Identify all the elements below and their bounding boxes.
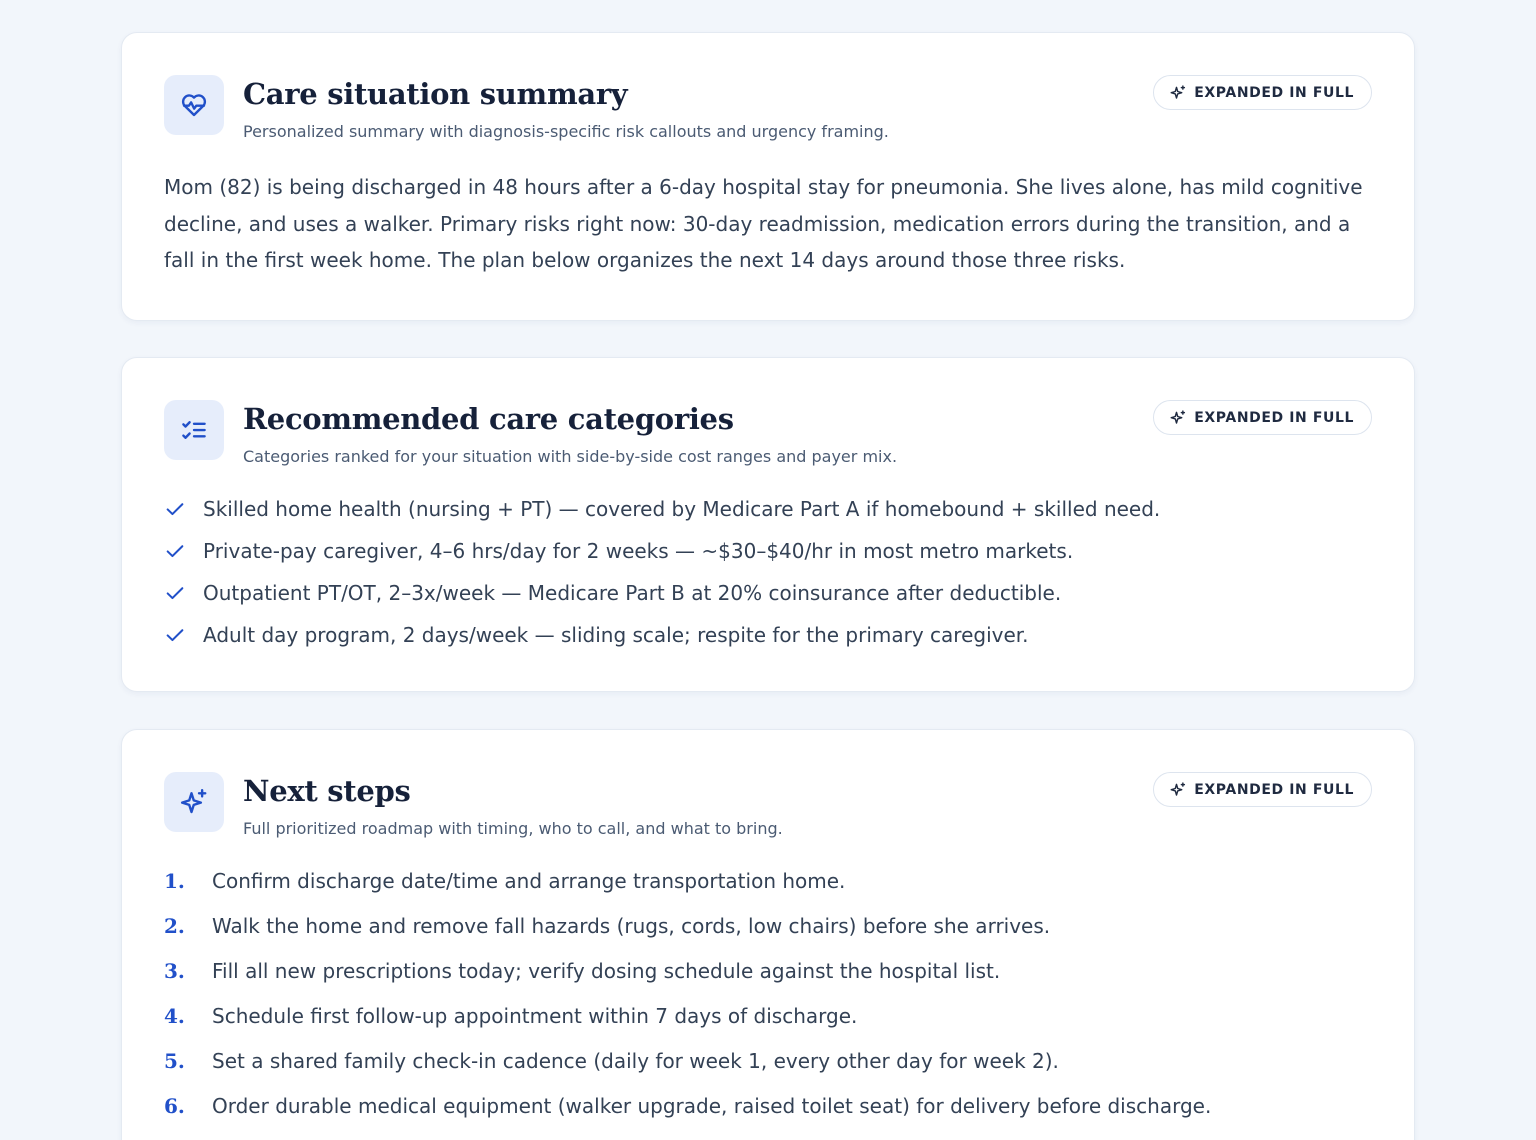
- card-subtitle: Personalized summary with diagnosis-specific risk callouts and urgency framing.: [243, 122, 889, 141]
- step-number: 4.: [164, 1003, 185, 1028]
- step-number: 2.: [164, 913, 185, 938]
- step-text: Set a shared family check-in cadence (daily for week 1, every other day for week 2).: [212, 1048, 1059, 1073]
- next-steps-list: [164, 858, 1211, 1128]
- list-item: [164, 530, 1160, 572]
- category-text: Private-pay caregiver, 4–6 hrs/day for 2 weeks — ~$30–$40/hr in most metro markets.: [203, 539, 1074, 563]
- step-number: 3.: [164, 958, 185, 983]
- step-number: 1.: [164, 868, 185, 893]
- list-item: [164, 858, 1211, 903]
- care-categories-card: [121, 357, 1415, 692]
- list-item: [164, 903, 1211, 948]
- expanded-badge: [1153, 772, 1372, 807]
- sparkles-icon: [164, 772, 224, 832]
- check-icon: [164, 498, 186, 520]
- badge-label: EXPANDED IN FULL: [1194, 84, 1354, 101]
- check-icon: [164, 540, 186, 562]
- list-item: [164, 948, 1211, 993]
- category-text: Skilled home health (nursing + PT) — covered by Medicare Part A if homebound + skilled need.: [203, 497, 1161, 521]
- step-text: Schedule first follow-up appointment within 7 days of discharge.: [212, 1003, 858, 1028]
- card-title: Recommended care categories: [243, 402, 734, 436]
- care-category-list: [164, 488, 1160, 656]
- list-item: [164, 572, 1160, 614]
- list-item: [164, 1083, 1211, 1128]
- step-text: Confirm discharge date/time and arrange transportation home.: [212, 868, 846, 893]
- sparkle-icon: [1169, 409, 1187, 427]
- next-steps-card: [121, 729, 1415, 1140]
- step-text: Order durable medical equipment (walker upgrade, raised toilet seat) for delivery before discharge.: [212, 1093, 1212, 1118]
- summary-body: Mom (82) is being discharged in 48 hours after a 6-day hospital stay for pneumonia. She lives alone, has mild cognitive decline, and uses a walker. Primary risks right now: 30-day readmission, medication errors during the transition, and a fall in the first week home. The plan below organizes the next 14 days around those three risks.: [164, 175, 1363, 272]
- list-item: [164, 488, 1160, 530]
- check-icon: [164, 624, 186, 646]
- care-summary-card: [121, 32, 1415, 321]
- list-item: [164, 614, 1160, 656]
- step-text: Fill all new prescriptions today; verify dosing schedule against the hospital list.: [212, 958, 1001, 983]
- badge-label: EXPANDED IN FULL: [1194, 409, 1354, 426]
- sparkle-icon: [1169, 84, 1187, 102]
- list-item: [164, 1038, 1211, 1083]
- badge-label: EXPANDED IN FULL: [1194, 781, 1354, 798]
- check-icon: [164, 582, 186, 604]
- expanded-badge: [1153, 75, 1372, 110]
- category-text: Adult day program, 2 days/week — sliding scale; respite for the primary caregiver.: [203, 623, 1029, 647]
- heart-pulse-icon: [164, 75, 224, 135]
- list-item: [164, 993, 1211, 1038]
- card-subtitle: Full prioritized roadmap with timing, who to call, and what to bring.: [243, 819, 783, 838]
- expanded-badge: [1153, 400, 1372, 435]
- checklist-icon: [164, 400, 224, 460]
- sparkle-icon: [1169, 781, 1187, 799]
- step-number: 6.: [164, 1093, 185, 1118]
- card-title: Care situation summary: [243, 77, 628, 111]
- category-text: Outpatient PT/OT, 2–3x/week — Medicare Part B at 20% coinsurance after deductible.: [203, 581, 1062, 605]
- card-subtitle: Categories ranked for your situation with side-by-side cost ranges and payer mix.: [243, 447, 898, 466]
- step-text: Walk the home and remove fall hazards (rugs, cords, low chairs) before she arrives.: [212, 913, 1051, 938]
- step-number: 5.: [164, 1048, 185, 1073]
- card-title: Next steps: [243, 774, 411, 808]
